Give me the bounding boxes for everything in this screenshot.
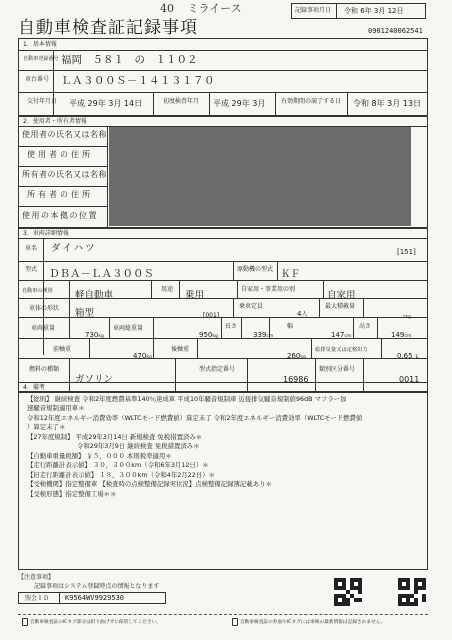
issue-date-value: 令和 6年 3月 12日 bbox=[344, 7, 404, 15]
rear-axle-value: 260 bbox=[287, 352, 301, 360]
user-owner-section bbox=[18, 116, 428, 228]
section-remarks-heading: 4．備考 bbox=[23, 384, 45, 391]
class-label: 類別区分番号 bbox=[319, 366, 356, 373]
displacement-unit: L bbox=[415, 354, 419, 360]
capacity-label: 乗車定員 bbox=[239, 303, 264, 310]
maker-value: ダイハツ bbox=[51, 243, 97, 254]
model-value: ＤＢＡ－ＬＡ３００Ｓ bbox=[49, 268, 154, 280]
user-name-label: 使用者の氏名又は名称 bbox=[22, 130, 107, 139]
footer-right-text: 自動車検査証の券面やICタグには車検の最新情報は記録されません。 bbox=[240, 618, 386, 625]
expiry-value: 令和 8年 3月 13日 bbox=[353, 99, 421, 108]
body-value: 箱型 bbox=[75, 308, 95, 319]
vin-value: ＬＡ３００Ｓ－１４１３１７０ bbox=[61, 75, 215, 87]
max-load-label: 最大積載量 bbox=[325, 303, 356, 310]
plate-value: 福岡 ５８１ の １１０２ bbox=[61, 54, 198, 66]
gross-label: 車両総重量 bbox=[113, 325, 144, 332]
notice-text: 記録事項はシステム登録時点の情報となります bbox=[34, 583, 160, 590]
remark-line: 【受検機関】指定整備車 【検査時の点検整備記録実状況】点検整備記録簿記載あり＊ bbox=[27, 480, 272, 488]
capacity-unit: 人 bbox=[301, 311, 308, 318]
vin-label: 車台番号 bbox=[25, 76, 50, 83]
use-value: 乗用 bbox=[185, 290, 205, 301]
remark-line: 【総則】 継続検査 令和2年度燃費基準140％達成車 平成10年騒音規制車 近接排気騒音規制値96dB マフラー加 bbox=[27, 395, 347, 403]
ic-tag-icon-right bbox=[232, 618, 238, 626]
capacity-value: 4 bbox=[297, 310, 302, 318]
handwritten-word: ミライース bbox=[187, 2, 242, 15]
qr-code-left bbox=[334, 578, 362, 606]
displacement-label: 総排気量又は定格出力 bbox=[315, 346, 368, 353]
maker-code: [151] bbox=[397, 248, 416, 256]
remark-line: 【走行距離計表示値】 ３０，３００km（令和6年3月12日）＊ bbox=[27, 461, 209, 469]
business-label: 自家用・事業用の別 bbox=[241, 286, 296, 293]
body-code: [001] bbox=[203, 312, 220, 319]
issue-date-box bbox=[291, 3, 426, 19]
maker-label: 車名 bbox=[25, 245, 38, 252]
length-value: 339 bbox=[253, 331, 267, 339]
gross-value: 950 bbox=[199, 331, 213, 339]
handwritten-number: 40 bbox=[160, 2, 174, 15]
max-load-value: - bbox=[403, 312, 406, 320]
record-id-box bbox=[18, 592, 166, 604]
front-axle-value: 470 bbox=[133, 352, 147, 360]
footer-left-text: 自動車検査証のICタグ部分は折り曲げずに保管してください。 bbox=[30, 618, 162, 625]
width-label: 幅 bbox=[287, 323, 294, 330]
width-value: 147 bbox=[331, 331, 345, 339]
record-id-value: K9564WV9929530 bbox=[65, 594, 125, 602]
document-number: 0901240062541 bbox=[368, 27, 423, 35]
length-label: 長さ bbox=[225, 323, 238, 330]
gross-unit: kg bbox=[212, 334, 218, 339]
height-value: 149 bbox=[391, 331, 405, 339]
engine-label: 原動機の型式 bbox=[237, 266, 274, 273]
notice-title: 【注意事項】 bbox=[18, 574, 55, 581]
remark-line: ）算定未了＊ bbox=[27, 423, 66, 431]
weight-value: 730 bbox=[85, 331, 99, 339]
weight-label: 車両重量 bbox=[31, 325, 56, 332]
issue-date-label: 記録事項月日 bbox=[295, 7, 332, 14]
plate-label: 自動車登録番号 bbox=[23, 55, 59, 62]
qr-code-right bbox=[398, 578, 426, 606]
basic-info-section bbox=[18, 38, 428, 116]
business-value: 自家用 bbox=[327, 290, 356, 301]
page-title: 自動車検査証記録事項 bbox=[18, 18, 198, 38]
class-value: 0011 bbox=[399, 375, 420, 384]
front-axle-unit: kg bbox=[146, 355, 152, 360]
use-label: 用途 bbox=[161, 286, 174, 293]
section-vehicle-heading: 3．車両詳細情報 bbox=[23, 230, 69, 237]
footer-divider bbox=[18, 614, 428, 615]
engine-value: ＫＦ bbox=[281, 269, 301, 280]
rear-axle-label: 後軸重 bbox=[171, 346, 190, 353]
first-reg-value: 平成 29年 3月 bbox=[213, 99, 266, 108]
expiry-label: 有効期間の満了する日 bbox=[281, 98, 342, 105]
remarks-section bbox=[18, 382, 428, 570]
model-label: 型式 bbox=[25, 266, 38, 273]
remark-line: 令和12年度エネルギー消費効率（WLTCモード燃費値）算定未了 令和2年度エネルギー消費効率（WLTCモード燃費値 bbox=[27, 414, 363, 422]
record-id-label: 照会ＩＤ bbox=[25, 595, 50, 602]
base-location-label: 使用の本拠の位置 bbox=[22, 211, 98, 220]
fuel-value: ガソリン bbox=[75, 374, 114, 385]
height-label: 高さ bbox=[359, 323, 372, 330]
remark-line: 【27年度規制】 平成29年3月14日 新規検査 免税措置済み＊ bbox=[27, 433, 203, 441]
owner-address-label: 所有者の住所 bbox=[27, 190, 93, 199]
length-unit: cm bbox=[266, 334, 274, 339]
owner-name-label: 所有者の氏名又は名称 bbox=[22, 170, 107, 179]
kind-value: 軽自動車 bbox=[75, 290, 114, 301]
remark-line: 速騒音規制適用車＊ bbox=[27, 404, 85, 412]
displacement-value: 0.65 bbox=[397, 352, 413, 360]
weight-unit: kg bbox=[98, 334, 104, 339]
vehicle-details-section bbox=[18, 228, 428, 392]
user-address-label: 使用者の住所 bbox=[27, 150, 93, 159]
issue-date-row-label: 交付年月日 bbox=[27, 98, 58, 105]
remark-line: 令和29年3月9日 継続検査 免税措置済み＊ bbox=[77, 442, 200, 450]
body-label: 車体の形状 bbox=[29, 305, 60, 312]
section-basic-heading: 1．基本情報 bbox=[23, 41, 57, 48]
ic-tag-icon bbox=[22, 618, 28, 626]
remark-line: 【受検形態】指定整備工場＊＊ bbox=[27, 490, 117, 498]
front-axle-label: 前軸重 bbox=[53, 346, 72, 353]
remark-line: 【旧走行距離計表示値】 １８，３００km（令和4年2月22日）＊ bbox=[27, 471, 215, 479]
height-unit: cm bbox=[404, 334, 412, 339]
first-reg-label: 初度検査年月 bbox=[163, 98, 200, 105]
redacted-block bbox=[109, 127, 411, 226]
issue-date-row-value: 平成 29年 3月 14日 bbox=[69, 99, 143, 108]
remark-line: 【自動車重量税額】 ￥５，０００ 本則税率適用＊ bbox=[27, 452, 172, 460]
section-user-heading: 2．使用者・所有者情報 bbox=[23, 118, 87, 125]
type-no-label: 型式指定番号 bbox=[199, 366, 236, 373]
kind-label: 自動車の種別 bbox=[22, 287, 53, 294]
width-unit: cm bbox=[344, 334, 352, 339]
type-no-value: 16986 bbox=[283, 375, 309, 384]
max-load-unit: kg bbox=[405, 315, 411, 320]
rear-axle-unit: kg bbox=[300, 355, 306, 360]
fuel-label: 燃料の種類 bbox=[29, 366, 60, 373]
